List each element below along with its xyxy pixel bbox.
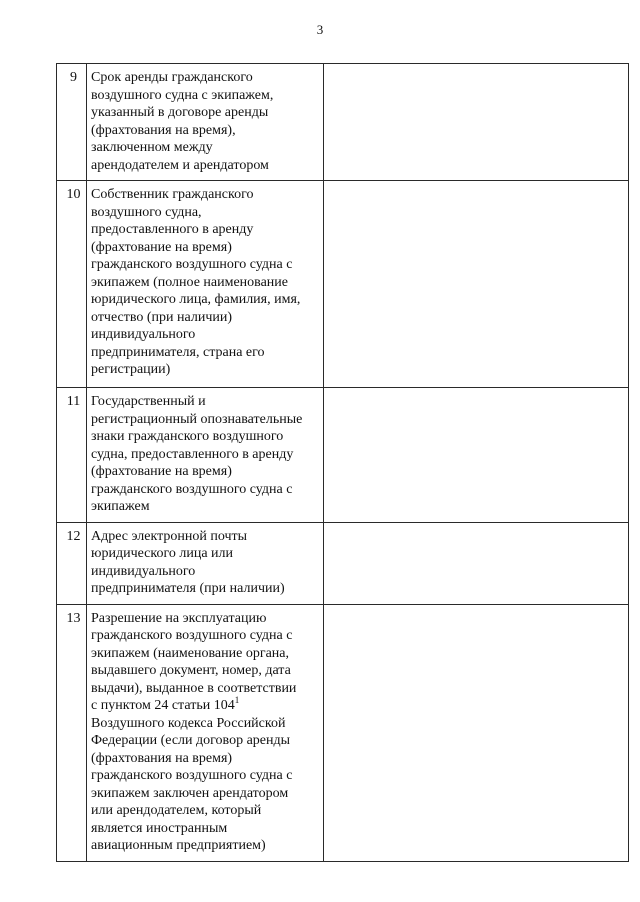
row-value-field[interactable] <box>324 64 629 181</box>
description-line <box>91 820 320 838</box>
description-line <box>91 732 320 750</box>
description-line <box>91 837 320 855</box>
description-line-text: экипажем (полное наименование <box>91 274 289 290</box>
description-line-text: Срок аренды гражданского <box>91 70 253 85</box>
description-line-text: экипажем заключен арендатором <box>91 785 289 801</box>
description-line <box>91 580 320 598</box>
description-line-text: знаки гражданского воздушного <box>91 429 284 444</box>
row-value-field[interactable] <box>324 181 629 388</box>
description-line-text: (фрахтования на время), <box>91 122 236 138</box>
description-line <box>91 309 320 327</box>
description-line-text: выдачи), выданное в соответствии <box>91 680 297 696</box>
description-line <box>91 104 320 122</box>
row-description <box>87 604 324 861</box>
row-description <box>87 388 324 523</box>
description-line <box>91 528 320 546</box>
description-line <box>91 361 320 379</box>
description-line <box>91 239 320 257</box>
description-line <box>91 498 320 516</box>
description-line <box>91 610 320 628</box>
description-line <box>91 139 320 157</box>
description-line <box>91 344 320 362</box>
description-line-text: с пунктом 24 статьи 104 <box>91 698 235 713</box>
table-row <box>57 64 629 181</box>
description-line-text: заключенном между <box>91 140 213 155</box>
description-line-text: экипажем <box>91 499 150 514</box>
description-line <box>91 645 320 663</box>
description-line-text: экипажем (наименование органа, <box>91 645 289 661</box>
description-line-text: или арендодателем, который <box>91 803 262 818</box>
description-line <box>91 411 320 429</box>
row-number: 13 <box>57 604 87 861</box>
description-line-text: Воздушного кодекса Российской <box>91 715 286 731</box>
row-number: 11 <box>57 388 87 523</box>
description-line <box>91 157 320 175</box>
description-line <box>91 256 320 274</box>
description-line-text: регистрации) <box>91 362 171 377</box>
description-line-text: предпринимателя (при наличии) <box>91 581 285 596</box>
table-row <box>57 388 629 523</box>
description-line <box>91 715 320 733</box>
description-line <box>91 326 320 344</box>
description-line <box>91 802 320 820</box>
table-row <box>57 522 629 604</box>
description-line <box>91 545 320 563</box>
description-line-text: юридического лица, фамилия, имя, <box>91 292 301 307</box>
description-line-text: отчество (при наличии) <box>91 309 233 325</box>
description-line-text: (фрахтование на время) <box>91 239 232 255</box>
description-line <box>91 274 320 292</box>
description-line <box>91 767 320 785</box>
description-line-text: гражданского воздушного судна с <box>91 768 293 783</box>
description-line-text: индивидуального <box>91 327 196 342</box>
application-form-table <box>56 63 629 862</box>
description-line-text: предпринимателя, страна его <box>91 344 265 360</box>
description-line-text: воздушного судна с экипажем, <box>91 87 274 103</box>
row-description <box>87 522 324 604</box>
description-line <box>91 750 320 768</box>
description-line-text: гражданского воздушного судна с <box>91 481 293 497</box>
description-line <box>91 563 320 581</box>
row-number: 12 <box>57 522 87 604</box>
row-value-field[interactable] <box>324 388 629 523</box>
description-line-text: гражданского воздушного судна с <box>91 628 293 643</box>
row-number: 10 <box>57 181 87 388</box>
row-value-field[interactable] <box>324 522 629 604</box>
description-line-text: воздушного судна, <box>91 204 202 220</box>
description-line <box>91 785 320 803</box>
description-line-text: Адрес электронной почты <box>91 528 248 544</box>
description-line-text: авиационным предприятием) <box>91 838 266 853</box>
description-line-text: судна, предоставленного в аренду <box>91 446 294 462</box>
table-row <box>57 604 629 861</box>
table-row <box>57 181 629 388</box>
description-line <box>91 186 320 204</box>
description-line-text: является иностранным <box>91 820 228 836</box>
footnote-superscript: 1 <box>234 695 240 705</box>
description-line-text: (фрахтование на время) <box>91 464 232 479</box>
table-body <box>57 64 629 862</box>
description-line <box>91 204 320 222</box>
description-line-text: Федерации (если договор аренды <box>91 733 291 748</box>
description-line <box>91 662 320 680</box>
row-number: 9 <box>57 64 87 181</box>
description-line <box>91 122 320 140</box>
description-line <box>91 446 320 464</box>
description-line <box>91 680 320 698</box>
page-number: 3 <box>316 22 324 37</box>
description-line-text: (фрахтования на время) <box>91 750 233 766</box>
row-value-field[interactable] <box>324 604 629 861</box>
description-line-text: гражданского воздушного судна с <box>91 257 293 272</box>
description-line <box>91 463 320 481</box>
description-line-text: индивидуального <box>91 563 196 579</box>
description-line-text: Разрешение на эксплуатацию <box>91 610 267 626</box>
description-line-text: Собственник гражданского <box>91 187 254 202</box>
description-line <box>91 393 320 411</box>
description-line-text: юридического лица или <box>91 546 234 561</box>
description-line <box>91 697 320 715</box>
description-line <box>91 221 320 239</box>
row-description <box>87 64 324 181</box>
row-description <box>87 181 324 388</box>
description-line-text: регистрационный опознавательные <box>91 411 303 427</box>
description-line <box>91 87 320 105</box>
description-line <box>91 428 320 446</box>
description-line <box>91 627 320 645</box>
description-line-text: Государственный и <box>91 394 206 409</box>
description-line-text: указанный в договоре аренды <box>91 105 269 120</box>
description-line <box>91 481 320 499</box>
description-line-text: арендодателем и арендатором <box>91 157 269 173</box>
description-line <box>91 291 320 309</box>
description-line-text: выдавшего документ, номер, дата <box>91 663 291 678</box>
description-line-text: предоставленного в аренду <box>91 222 254 237</box>
description-line <box>91 69 320 87</box>
